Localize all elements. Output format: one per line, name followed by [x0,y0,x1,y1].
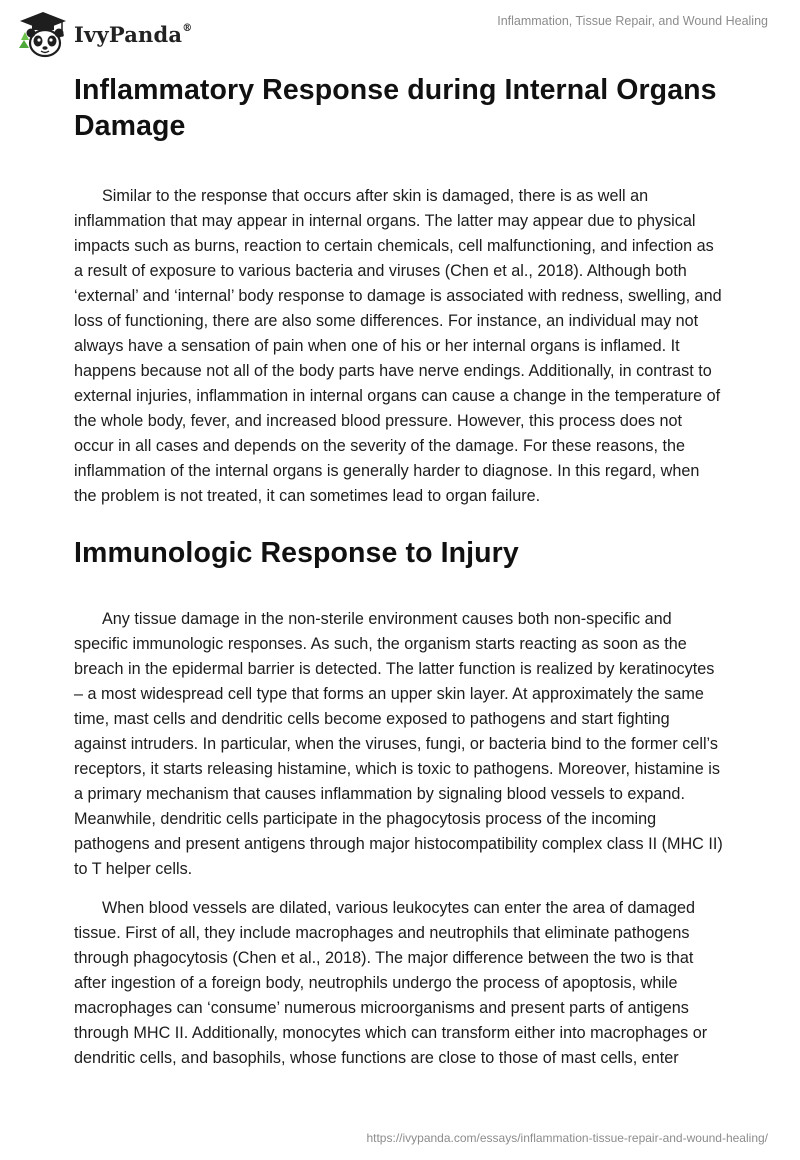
brand-name: IvyPanda® [74,21,193,47]
source-url[interactable]: https://ivypanda.com/essays/inflammation-tissue-repair-and-wound-healing/ [366,1131,768,1145]
paragraph: Any tissue damage in the non-sterile environment causes both non-specific and specific immunologic responses. As such, the organism starts reacting as soon as the breach in the epidermal barrier is detected. The latter function is realized by keratinocytes – a most widespread cell type that forms an upper skin layer. At approximately the same time, mast cells and dendritic cells become exposed to pathogens and start fighting against intruders. In particular, when the viruses, fungi, or bacteria bind to the former cell’s receptors, it starts releasing histamine, which is toxic to pathogens. Moreover, histamine is a primary mechanism that causes inflammation by signaling blood vessels to expand. Meanwhile, dendritic cells participate in the phagocytosis process of the incoming pathogens and present antigens through major histocompatibility complex class II (MHC II) to T helper cells. [74,610,723,878]
registered-mark: ® [182,22,193,34]
paragraph: Similar to the response that occurs after skin is damaged, there is as well an inflammation that may appear in internal organs. The latter may appear due to physical impacts such as burns, reaction to certain chemicals, cell malfunctioning, and infection as a result of exposure to various bacteria and viruses (Chen et al., 2018). Although both ‘external’ and ‘internal’ body response to damage is associated with redness, swelling, and loss of functioning, there are also some differences. For instance, an individual may not always have a sensation of pain when one of his or her internal organs is inflamed. It happens because not all of the body parts have nerve endings. Additionally, in contrast to external injuries, inflammation in internal organs can cause a change in the temperature of the whole body, fever, and increased blood pressure. However, this process does not occur in all cases and depends on the severity of the damage. For these reasons, the inflammation of the internal organs is generally harder to diagnose. In this regard, when the problem is not treated, it can sometimes lead to organ failure. [74,187,722,505]
page-header [0,0,800,70]
ivypanda-logo[interactable] [16,10,192,58]
paragraph: When blood vessels are dilated, various leukocytes can enter the area of damaged tissue. First of all, they include macrophages and neutrophils that eliminate pathogens through phagocytosis (Chen et al., 2018). The major difference between the two is that after ingestion of a foreign body, neutrophils undergo the process of apoptosis, while macrophages can ‘consume’ numerous microorganisms and present parts of antigens through MHC II. Additionally, monocytes which can transform either into macrophages or dendritic cells, and basophils, whose functions are close to those of mast cells, enter [74,899,708,1067]
article-body [74,72,726,1071]
panda-graduate-icon [16,10,70,58]
section-heading: Inflammatory Response during Internal Organs Damage [74,74,717,142]
document-title: Inflammation, Tissue Repair, and Wound Healing [497,14,768,28]
section-heading: Immunologic Response to Injury [74,537,519,569]
